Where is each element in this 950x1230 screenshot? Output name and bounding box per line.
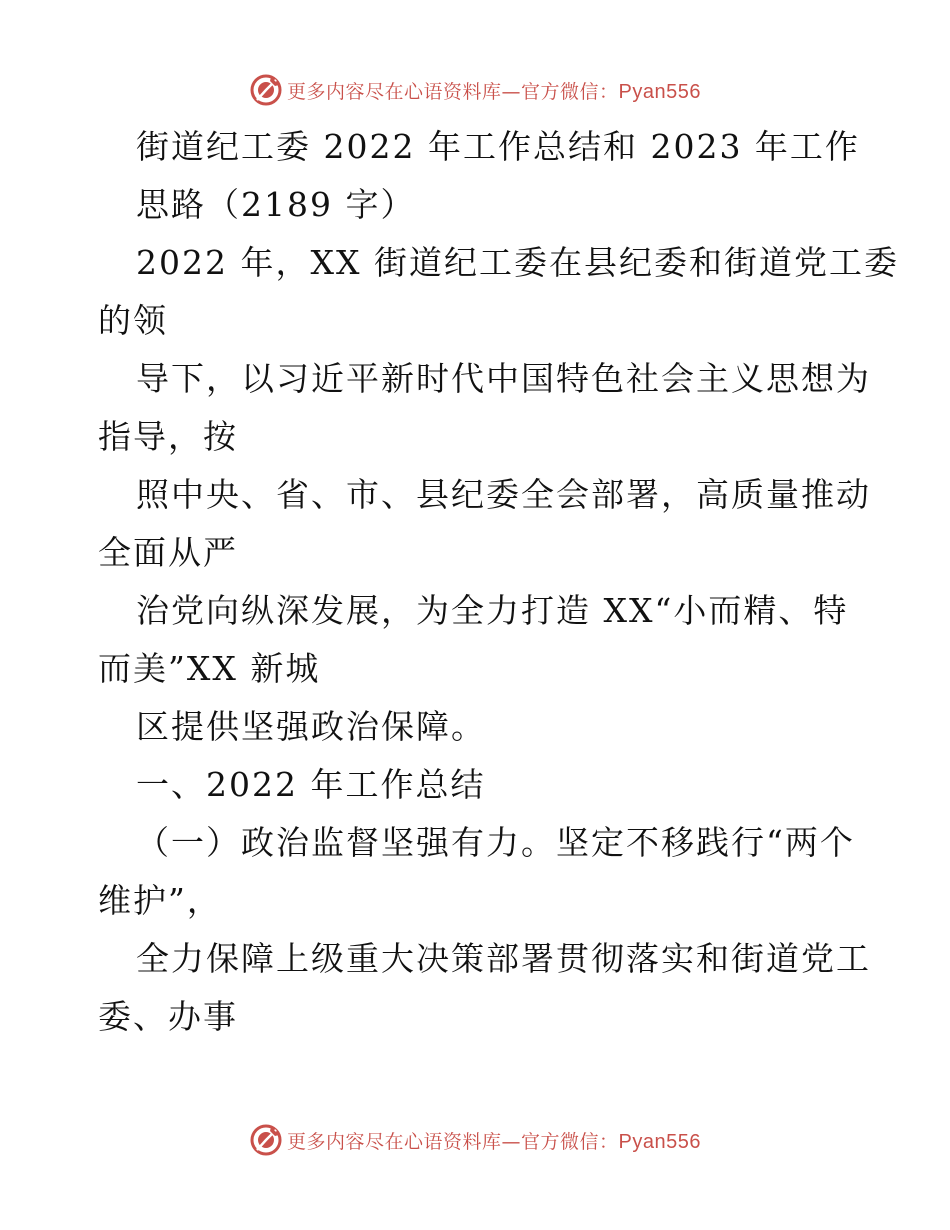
document-line: 一、2022 年工作总结 [136,765,486,804]
document-line: 思路（2189 字） [136,185,416,224]
watermark-wechat-id: Pyan556 [618,1130,701,1153]
pen-nib-logo-icon [249,1123,283,1157]
document-line: 全力保障上级重大决策部署贯彻落实和街道党工 [136,939,871,978]
watermark-banner-bottom [0,1120,950,1160]
document-body [98,118,899,1046]
watermark-text [287,1127,701,1154]
document-line: 区提供坚强政治保障。 [136,707,486,746]
document-line: 2022 年，XX 街道纪工委在县纪委和街道党工委 [136,243,899,282]
document-line: （一）政治监督坚强有力。坚定不移践行“两个 [136,823,855,862]
document-line: 维护”， [98,881,222,920]
watermark-banner-top [0,70,950,110]
watermark-wechat-id: Pyan556 [618,80,701,103]
document-line: 而美”XX 新城 [98,649,321,688]
document-line: 的领 [98,301,168,340]
document-line: 照中央、省、市、县纪委全会部署，高质量推动 [136,475,871,514]
document-line: 治党向纵深发展，为全力打造 XX“小而精、特 [136,591,849,630]
watermark-label: 更多内容尽在心语资料库—官方微信： [287,80,619,103]
document-line: 委、办事 [98,997,238,1036]
document-line: 全面从严 [98,533,238,572]
watermark-text [287,77,701,104]
watermark-label: 更多内容尽在心语资料库—官方微信： [287,1130,619,1153]
pen-nib-logo-icon [249,73,283,107]
document-line: 指导，按 [98,417,238,456]
document-line: 导下，以习近平新时代中国特色社会主义思想为 [136,359,871,398]
document-line: 街道纪工委 2022 年工作总结和 2023 年工作 [136,127,860,166]
